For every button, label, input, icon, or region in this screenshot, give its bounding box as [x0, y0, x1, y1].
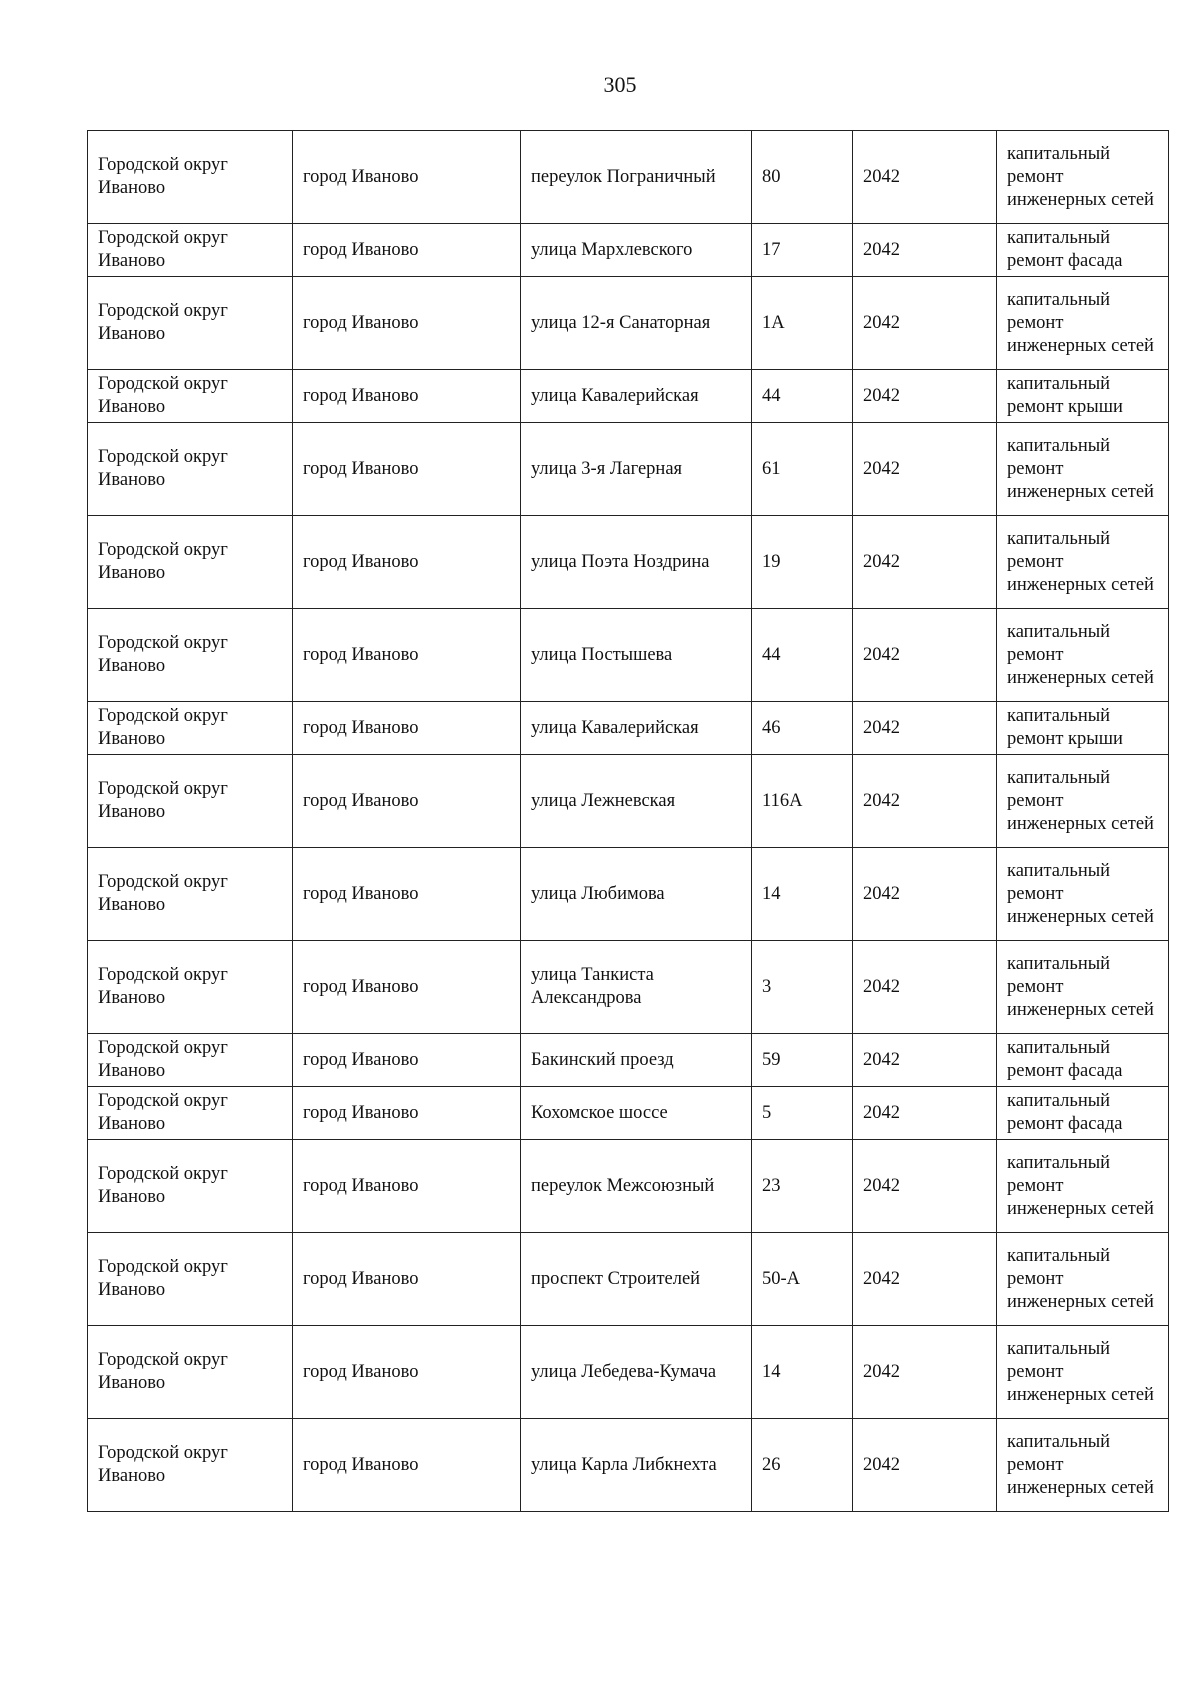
house-number-cell: 44 [752, 370, 853, 423]
house-number-cell: 46 [752, 702, 853, 755]
district-cell: Городской округ Иваново [88, 702, 293, 755]
city-cell: город Иваново [293, 1140, 521, 1233]
year-cell: 2042 [853, 755, 997, 848]
street-cell: улица Кавалерийская [521, 370, 752, 423]
city-cell: город Иваново [293, 224, 521, 277]
year-cell: 2042 [853, 1140, 997, 1233]
street-cell: улица Мархлевского [521, 224, 752, 277]
year-cell: 2042 [853, 1233, 997, 1326]
district-cell: Городской округ Иваново [88, 1233, 293, 1326]
year-cell: 2042 [853, 941, 997, 1034]
house-number-cell: 14 [752, 1326, 853, 1419]
work-type-cell: капитальный ремонт инженерных сетей [997, 1419, 1169, 1512]
work-type-cell: капитальный ремонт инженерных сетей [997, 848, 1169, 941]
work-type-cell: капитальный ремонт крыши [997, 370, 1169, 423]
street-cell: улица 3-я Лагерная [521, 423, 752, 516]
street-cell: Бакинский проезд [521, 1034, 752, 1087]
house-number-cell: 44 [752, 609, 853, 702]
city-cell: город Иваново [293, 1419, 521, 1512]
work-type-cell: капитальный ремонт инженерных сетей [997, 1140, 1169, 1233]
house-number-cell: 3 [752, 941, 853, 1034]
work-type-cell: капитальный ремонт инженерных сетей [997, 423, 1169, 516]
district-cell: Городской округ Иваново [88, 941, 293, 1034]
house-number-cell: 59 [752, 1034, 853, 1087]
district-cell: Городской округ Иваново [88, 1326, 293, 1419]
house-number-cell: 1А [752, 277, 853, 370]
table-row [88, 941, 1169, 1034]
city-cell: город Иваново [293, 1233, 521, 1326]
repair-schedule-table [87, 130, 1169, 1512]
house-number-cell: 61 [752, 423, 853, 516]
year-cell: 2042 [853, 1326, 997, 1419]
table-row [88, 131, 1169, 224]
district-cell: Городской округ Иваново [88, 1419, 293, 1512]
house-number-cell: 116А [752, 755, 853, 848]
table-row [88, 370, 1169, 423]
district-cell: Городской округ Иваново [88, 609, 293, 702]
year-cell: 2042 [853, 702, 997, 755]
table-row [88, 423, 1169, 516]
district-cell: Городской округ Иваново [88, 848, 293, 941]
street-cell: проспект Строителей [521, 1233, 752, 1326]
house-number-cell: 80 [752, 131, 853, 224]
work-type-cell: капитальный ремонт фасада [997, 1034, 1169, 1087]
work-type-cell: капитальный ремонт инженерных сетей [997, 609, 1169, 702]
work-type-cell: капитальный ремонт инженерных сетей [997, 1233, 1169, 1326]
city-cell: город Иваново [293, 516, 521, 609]
district-cell: Городской округ Иваново [88, 423, 293, 516]
year-cell: 2042 [853, 131, 997, 224]
district-cell: Городской округ Иваново [88, 277, 293, 370]
table-row [88, 702, 1169, 755]
work-type-cell: капитальный ремонт крыши [997, 702, 1169, 755]
street-cell: Кохомское шоссе [521, 1087, 752, 1140]
table-row [88, 1034, 1169, 1087]
house-number-cell: 26 [752, 1419, 853, 1512]
year-cell: 2042 [853, 277, 997, 370]
table-row [88, 224, 1169, 277]
district-cell: Городской округ Иваново [88, 1140, 293, 1233]
house-number-cell: 19 [752, 516, 853, 609]
district-cell: Городской округ Иваново [88, 516, 293, 609]
year-cell: 2042 [853, 1419, 997, 1512]
work-type-cell: капитальный ремонт инженерных сетей [997, 1326, 1169, 1419]
year-cell: 2042 [853, 516, 997, 609]
year-cell: 2042 [853, 609, 997, 702]
city-cell: город Иваново [293, 423, 521, 516]
work-type-cell: капитальный ремонт инженерных сетей [997, 941, 1169, 1034]
year-cell: 2042 [853, 224, 997, 277]
city-cell: город Иваново [293, 1034, 521, 1087]
table-row [88, 516, 1169, 609]
city-cell: город Иваново [293, 277, 521, 370]
city-cell: город Иваново [293, 131, 521, 224]
table-row [88, 848, 1169, 941]
street-cell: улица Карла Либкнехта [521, 1419, 752, 1512]
year-cell: 2042 [853, 848, 997, 941]
table-row [88, 1233, 1169, 1326]
city-cell: город Иваново [293, 1326, 521, 1419]
district-cell: Городской округ Иваново [88, 1034, 293, 1087]
district-cell: Городской округ Иваново [88, 755, 293, 848]
street-cell: улица 12-я Санаторная [521, 277, 752, 370]
city-cell: город Иваново [293, 941, 521, 1034]
city-cell: город Иваново [293, 755, 521, 848]
year-cell: 2042 [853, 423, 997, 516]
district-cell: Городской округ Иваново [88, 1087, 293, 1140]
year-cell: 2042 [853, 1034, 997, 1087]
table-row [88, 1326, 1169, 1419]
district-cell: Городской округ Иваново [88, 131, 293, 224]
work-type-cell: капитальный ремонт инженерных сетей [997, 516, 1169, 609]
year-cell: 2042 [853, 370, 997, 423]
house-number-cell: 17 [752, 224, 853, 277]
street-cell: улица Лежневская [521, 755, 752, 848]
city-cell: город Иваново [293, 1087, 521, 1140]
street-cell: переулок Межсоюзный [521, 1140, 752, 1233]
table-row [88, 1087, 1169, 1140]
work-type-cell: капитальный ремонт инженерных сетей [997, 755, 1169, 848]
house-number-cell: 23 [752, 1140, 853, 1233]
table-row [88, 277, 1169, 370]
table-row [88, 609, 1169, 702]
street-cell: улица Поэта Ноздрина [521, 516, 752, 609]
street-cell: улица Танкиста Александрова [521, 941, 752, 1034]
work-type-cell: капитальный ремонт инженерных сетей [997, 277, 1169, 370]
table-row [88, 755, 1169, 848]
city-cell: город Иваново [293, 702, 521, 755]
house-number-cell: 50-А [752, 1233, 853, 1326]
table-row [88, 1140, 1169, 1233]
house-number-cell: 14 [752, 848, 853, 941]
repair-schedule-body [88, 131, 1169, 1512]
city-cell: город Иваново [293, 609, 521, 702]
year-cell: 2042 [853, 1087, 997, 1140]
table-row [88, 1419, 1169, 1512]
street-cell: улица Любимова [521, 848, 752, 941]
page-number: 305 [603, 72, 637, 97]
city-cell: город Иваново [293, 370, 521, 423]
district-cell: Городской округ Иваново [88, 370, 293, 423]
district-cell: Городской округ Иваново [88, 224, 293, 277]
house-number-cell: 5 [752, 1087, 853, 1140]
work-type-cell: капитальный ремонт фасада [997, 1087, 1169, 1140]
street-cell: переулок Пограничный [521, 131, 752, 224]
street-cell: улица Постышева [521, 609, 752, 702]
street-cell: улица Кавалерийская [521, 702, 752, 755]
work-type-cell: капитальный ремонт фасада [997, 224, 1169, 277]
work-type-cell: капитальный ремонт инженерных сетей [997, 131, 1169, 224]
street-cell: улица Лебедева-Кумача [521, 1326, 752, 1419]
city-cell: город Иваново [293, 848, 521, 941]
